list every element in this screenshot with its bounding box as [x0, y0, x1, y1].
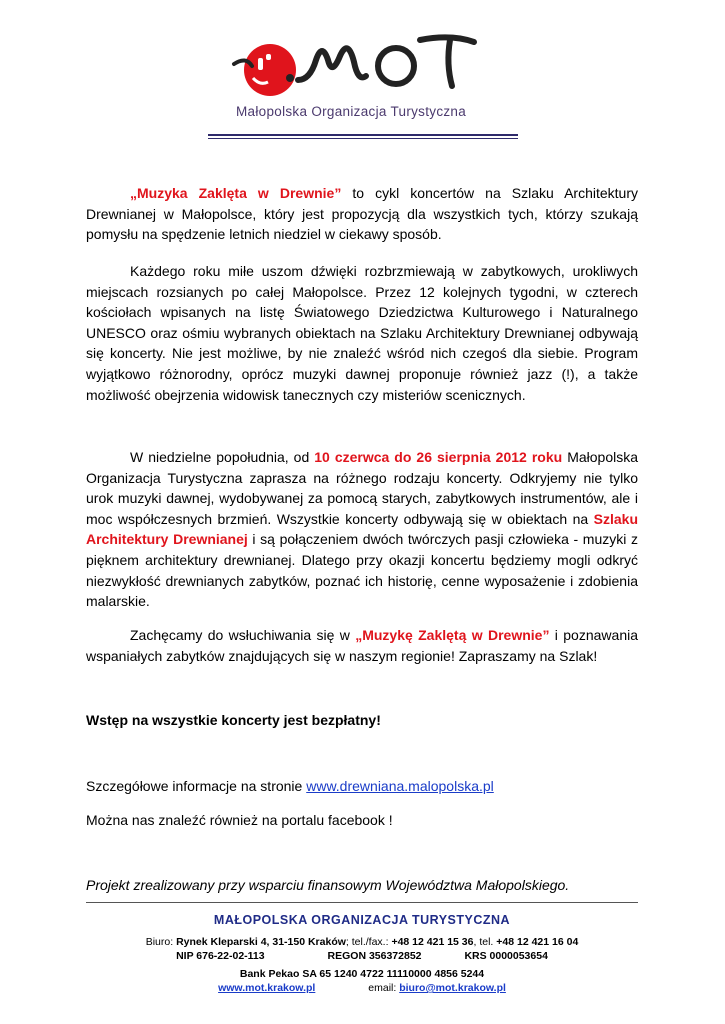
info-line: Szczegółowe informacje na stronie www.drewniana.malopolska.pl: [86, 778, 494, 794]
free-entry-note: Wstęp na wszystkie koncerty jest bezpłatny!: [86, 712, 381, 728]
logo-red-circle: [244, 44, 296, 96]
program-paragraph: W niedzielne popołudnia, od 10 czerwca do 26 sierpnia 2012 roku Małopolska Organizacja Turystyczna zaprasza na różnego rodzaju koncerty. Odkryjemy nie tylko urok muzyki dawnej, wydobywanej za pomocą starych, zabytkowych instrumentów, ale i moc współczesnych brzmień. Wszystkie koncerty odbywają się w obiektach na Szlaku Architektury Drewnianej i są połączeniem dwóch twórczych pasji człowieka - muzyki z pięknem architektury drewnianej. Dlatego przy okazji koncertu będziemy mogli odkryć niezwykłość drewnianych zabytków, poznać ich historię, cenne wyposażenie i zdobienia malarskie.: [86, 449, 639, 610]
footer-website-link[interactable]: www.mot.krakow.pl: [218, 982, 316, 994]
footer-org-name: MAŁOPOLSKA ORGANIZACJA TURYSTYCZNA: [213, 913, 511, 927]
footer-contact: www.mot.krakow.pl email: biuro@mot.krakow.pl: [218, 982, 506, 994]
logo-mark: [206, 6, 518, 106]
intro-text: to cykl koncertów na Szlaku Architektury Drewnianej w Małopolsce, który jest propozycją dla wszystkich tych, którzy szukają pomysłu na spędzenie letnich niedziel w ciekawy sposób.: [86, 185, 638, 243]
website-link[interactable]: www.drewniana.malopolska.pl: [306, 778, 494, 794]
facebook-note: Można nas znaleźć również na portalu facebook !: [86, 812, 393, 828]
footer-bank: Bank Pekao SA 65 1240 4722 11110000 4856 5244: [239, 968, 485, 980]
concert-dates: 10 czerwca do 26 sierpnia 2012 roku: [314, 449, 563, 465]
intro-paragraph: [86, 183, 638, 245]
header-rule: [208, 134, 518, 136]
description-paragraph: Każdego roku miłe uszom dźwięki rozbrzmiewają w zabytkowych, urokliwych miejscach rozsianych po całej Małopolsce. Przez 12 kolejnych tygodni, w czterech kościołach wpisanych na listę Światowego Dziedzictwa Kulturowego i Naturalnego UNESCO oraz ośmiu wybranych obiektach na Szlaku Architektury Drewnianej odbywają się koncerty. Nie jest możliwe, by nie znaleźć wśród nich czegoś dla siebie. Program wyjątkowo różnorodny, oprócz muzyki dawnej proponuje również jazz (!), a także możliwość obejrzenia widowisk tanecznych czy misteriów scenicznych.: [86, 263, 638, 403]
logo-subtitle: Małopolska Organizacja Turystyczna: [236, 104, 467, 119]
footer-address: Biuro: Rynek Kleparski 4, 31-150 Kraków; tel./fax.: +48 12 421 15 36, tel. +48 12 421 16 04: [145, 936, 579, 948]
project-note: Projekt zrealizowany przy wsparciu finansowym Województwa Małopolskiego.: [86, 877, 570, 893]
header-rule-thin: [208, 138, 518, 139]
event-title-2: „Muzykę Zaklętą w Drewnie”: [355, 627, 550, 643]
footer-email-link[interactable]: biuro@mot.krakow.pl: [399, 982, 506, 994]
event-title: „Muzyka Zaklęta w Drewnie”: [130, 185, 342, 201]
footer-rule: [86, 902, 638, 903]
trail-name: Szlaku Architektury Drewnianej: [86, 510, 638, 548]
footer-ids: NIP 676-22-02-113 REGON 356372852 KRS 0000053654: [176, 950, 548, 962]
invitation-paragraph: Zachęcamy do wsłuchiwania się w „Muzykę Zaklętą w Drewnie” i poznawania wspaniałych zabytków znajdujących się w naszym regionie! Zapraszamy na Szlak!: [86, 627, 638, 664]
